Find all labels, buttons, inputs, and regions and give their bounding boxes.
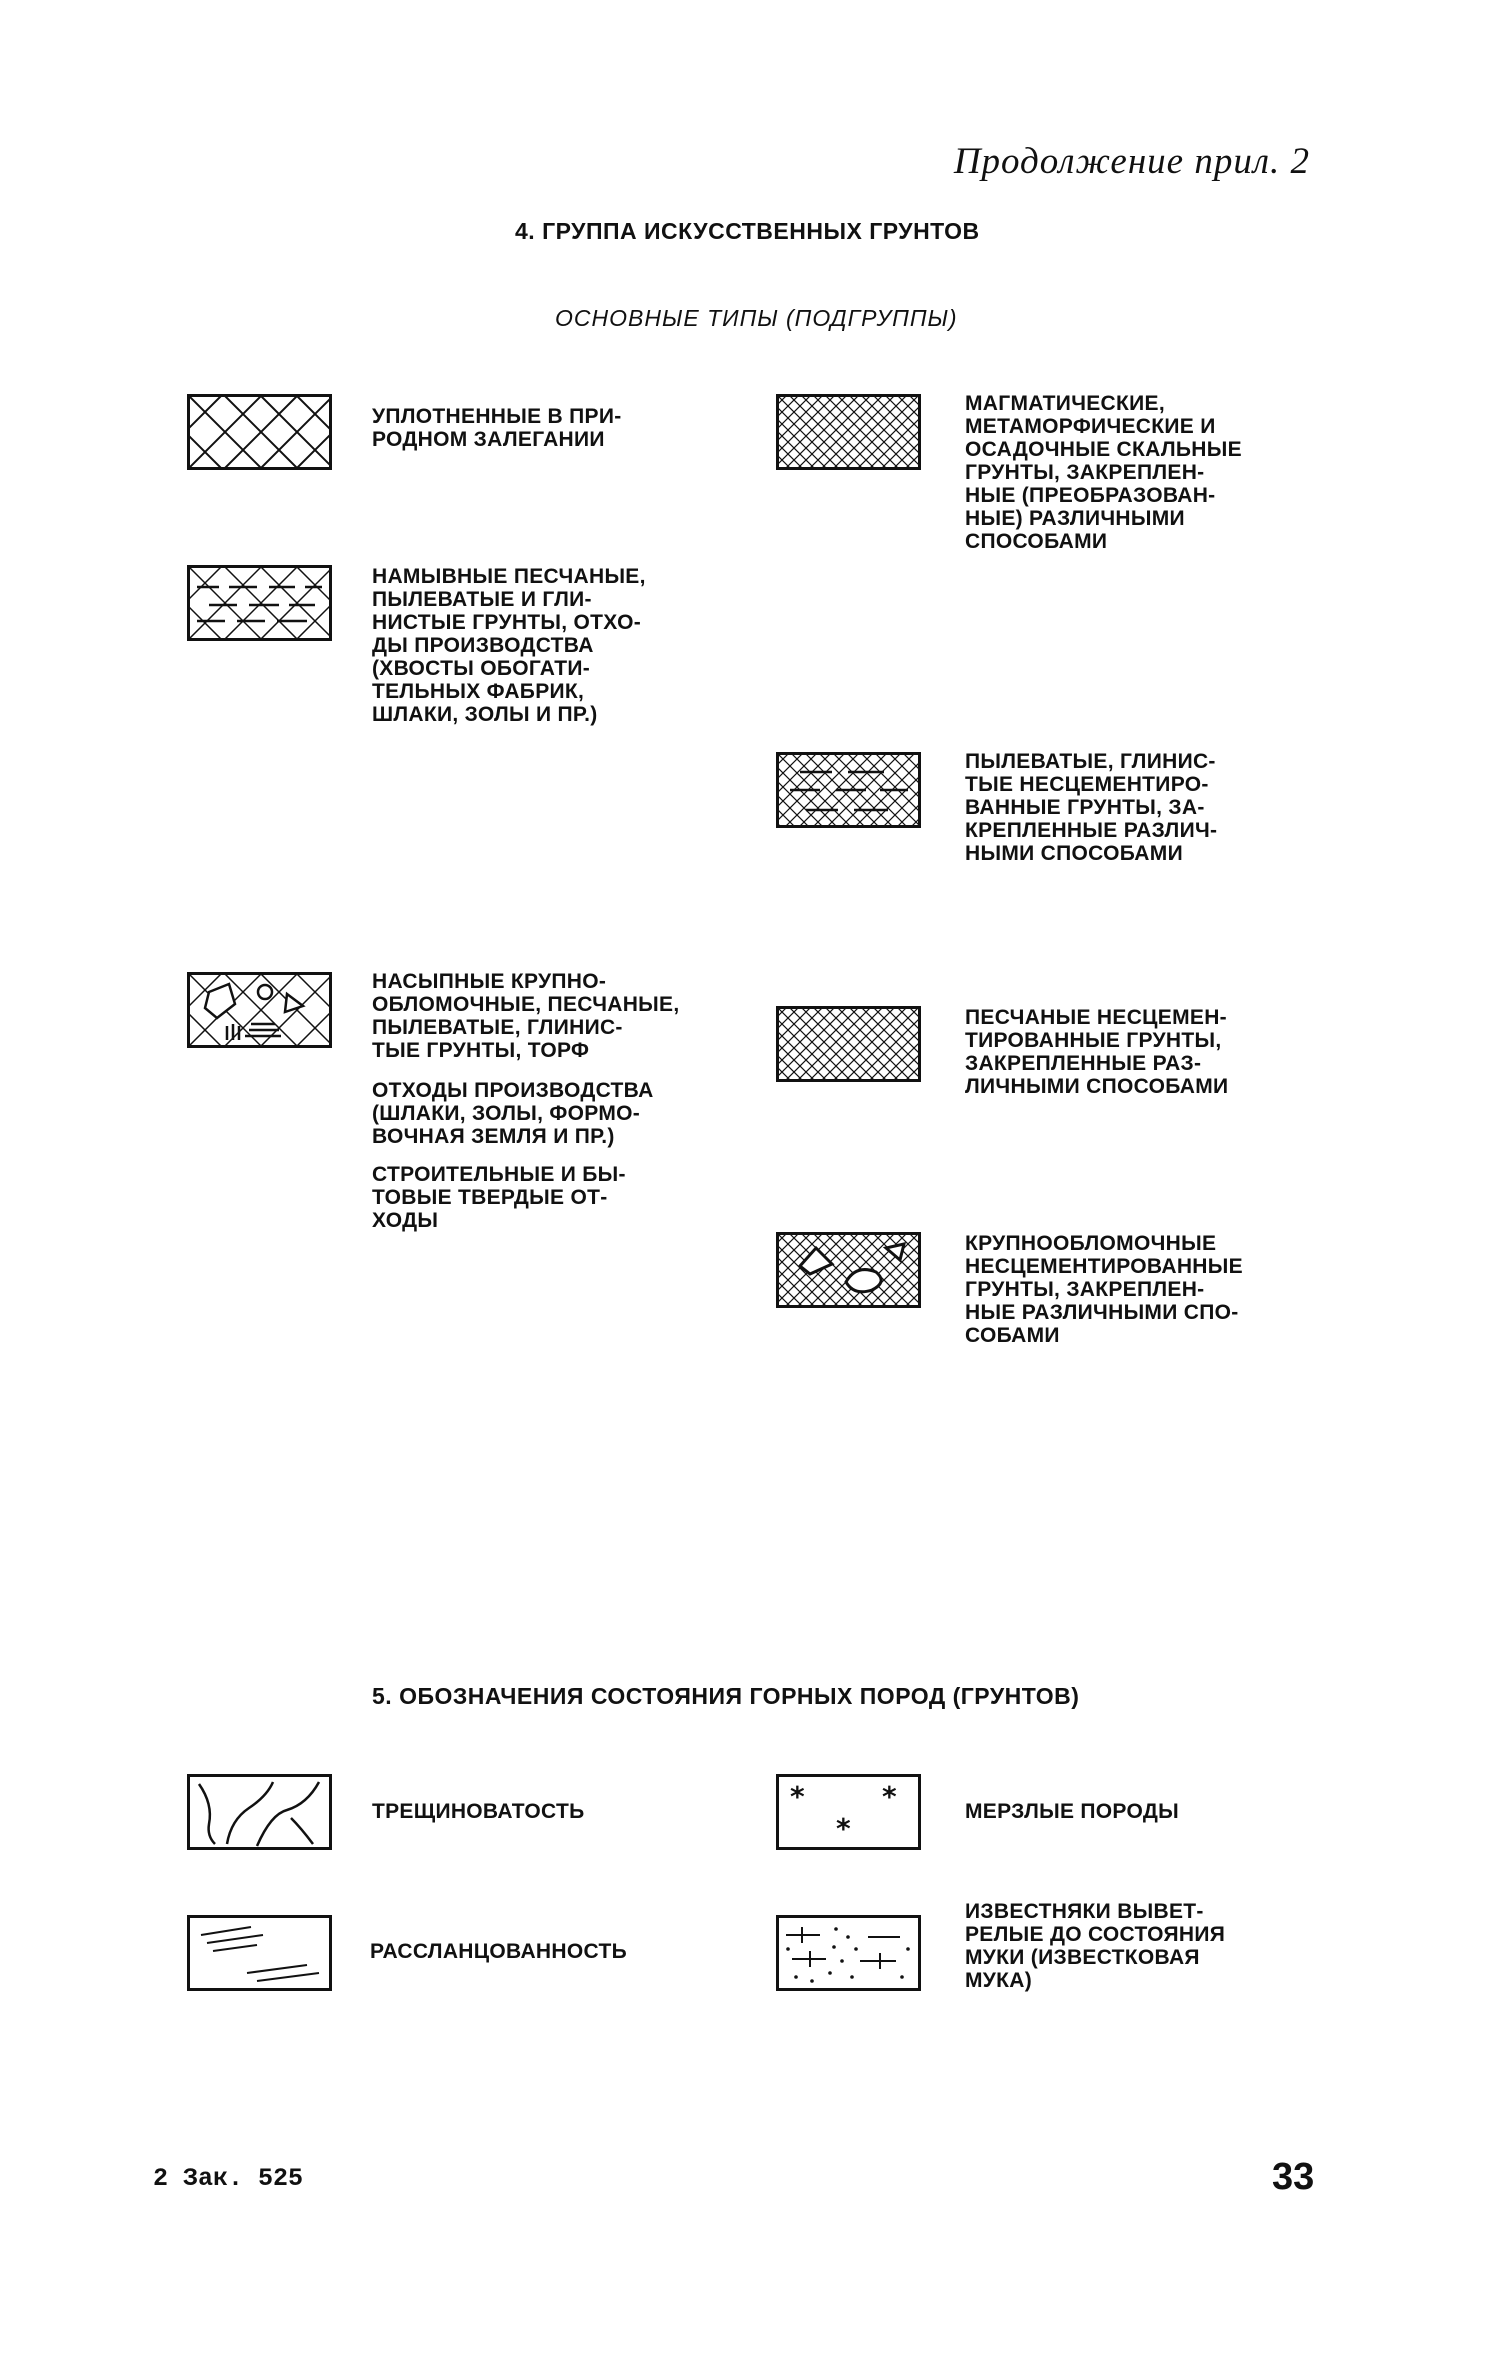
svg-text:*: * bbox=[836, 1812, 851, 1845]
legend-rock-label: МАГМАТИЧЕСКИЕ, МЕТАМОРФИЧЕСКИЕ И ОСАДОЧНЫЕ СКАЛЬНЫЕ ГРУНТЫ, ЗАКРЕПЛЕН- НЫЕ (ПРЕОБРАЗОВАН- НЫЕ) РАЗЛИЧНЫМИ СПОСОБАМИ bbox=[965, 392, 1242, 553]
legend-frozen-label: МЕРЗЛЫЕ ПОРОДЫ bbox=[965, 1800, 1179, 1823]
legend-fracturing-icon bbox=[187, 1774, 332, 1850]
legend-bulk-household-label: СТРОИТЕЛЬНЫЕ И БЫ- ТОВЫЕ ТВЕРДЫЕ ОТ- ХОДЫ bbox=[372, 1163, 626, 1232]
legend-alluvial-icon bbox=[187, 565, 332, 641]
section-4-title: 4. ГРУППА ИСКУССТВЕННЫХ ГРУНТОВ bbox=[515, 218, 980, 244]
legend-bulk-fill-icon bbox=[187, 972, 332, 1048]
legend-compacted-label: УПЛОТНЕННЫЕ В ПРИ- РОДНОМ ЗАЛЕГАНИИ bbox=[372, 405, 622, 451]
legend-silty-fixed-icon bbox=[776, 752, 921, 828]
legend-schistosity-label: РАССЛАНЦОВАННОСТЬ bbox=[370, 1940, 627, 1963]
section-4-subtitle: ОСНОВНЫЕ ТИПЫ (ПОДГРУППЫ) bbox=[555, 305, 958, 331]
svg-text:*: * bbox=[790, 1780, 805, 1813]
legend-alluvial-label: НАМЫВНЫЕ ПЕСЧАНЫЕ, ПЫЛЕВАТЫЕ И ГЛИ- НИСТЫЕ ГРУНТЫ, ОТХО- ДЫ ПРОИЗВОДСТВА (ХВОСТЫ ОБОГАТИ- ТЕЛЬНЫХ ФАБРИК, ШЛАКИ, ЗОЛЫ И ПР.) bbox=[372, 565, 646, 726]
snowflake-icon bbox=[790, 1780, 897, 1845]
legend-limestone-flour-label: ИЗВЕСТНЯКИ ВЫВЕТ- РЕЛЫЕ ДО СОСТОЯНИЯ МУКИ (ИЗВЕСТКОВАЯ МУКА) bbox=[965, 1900, 1226, 1992]
footer-order-number: 2 Зак. 525 bbox=[153, 2164, 304, 2193]
legend-bulk-waste-label: ОТХОДЫ ПРОИЗВОДСТВА (ШЛАКИ, ЗОЛЫ, ФОРМО- ВОЧНАЯ ЗЕМЛЯ И ПР.) bbox=[372, 1079, 654, 1148]
legend-frozen-icon bbox=[776, 1774, 921, 1850]
page-number: 33 bbox=[1272, 2156, 1315, 2198]
legend-schistosity-icon bbox=[187, 1915, 332, 1991]
continuation-header: Продолжение прил. 2 bbox=[953, 141, 1310, 182]
legend-rock-icon bbox=[776, 394, 921, 470]
legend-sandy-fixed-icon bbox=[776, 1006, 921, 1082]
legend-limestone-flour-icon bbox=[776, 1915, 921, 1991]
legend-fracturing-label: ТРЕЩИНОВАТОСТЬ bbox=[372, 1800, 585, 1823]
legend-bulk-fill-label: НАСЫПНЫЕ КРУПНО- ОБЛОМОЧНЫЕ, ПЕСЧАНЫЕ, ПЫЛЕВАТЫЕ, ГЛИНИС- ТЫЕ ГРУНТЫ, ТОРФ bbox=[372, 970, 680, 1062]
section-5-title: 5. ОБОЗНАЧЕНИЯ СОСТОЯНИЯ ГОРНЫХ ПОРОД (ГРУНТОВ) bbox=[372, 1683, 1080, 1709]
legend-sandy-fixed-label: ПЕСЧАНЫЕ НЕСЦЕМЕН- ТИРОВАННЫЕ ГРУНТЫ, ЗАКРЕПЛЕННЫЕ РАЗ- ЛИЧНЫМИ СПОСОБАМИ bbox=[965, 1006, 1229, 1098]
legend-compacted-icon bbox=[187, 394, 332, 470]
legend-coarse-fixed-icon bbox=[776, 1232, 921, 1308]
legend-silty-fixed-label: ПЫЛЕВАТЫЕ, ГЛИНИС- ТЫЕ НЕСЦЕМЕНТИРО- ВАННЫЕ ГРУНТЫ, ЗА- КРЕПЛЕННЫЕ РАЗЛИЧ- НЫМИ СПОСОБАМИ bbox=[965, 750, 1218, 865]
svg-text:*: * bbox=[882, 1780, 897, 1813]
legend-coarse-fixed-label: КРУПНООБЛОМОЧНЫЕ НЕСЦЕМЕНТИРОВАННЫЕ ГРУНТЫ, ЗАКРЕПЛЕН- НЫЕ РАЗЛИЧНЫМИ СПО- СОБАМИ bbox=[965, 1232, 1243, 1347]
